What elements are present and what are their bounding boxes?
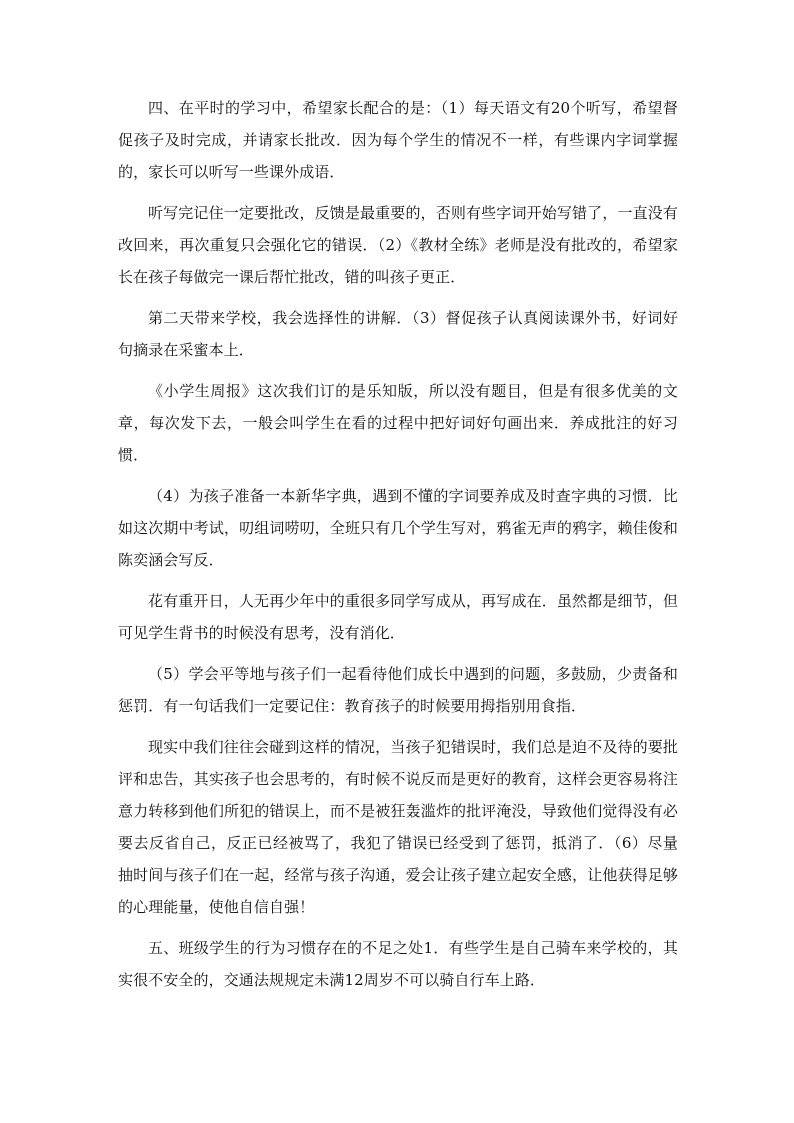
paragraph-parent-cooperation: 四、在平时的学习中，希望家长配合的是：（1）每天语文有20个听写，希望督促孩子及时完成，并请家长批改．因为每个学生的情况不一样，有些课内字词掌握的，家长可以听写一些课外成语． xyxy=(118,99,678,181)
paragraph-dictionary: （4）为孩子准备一本新华字典，遇到不懂的字词要养成及时查字典的习惯．比如这次期中考试，叨组词唠叨，全班只有几个学生写对，鸦雀无声的鸦字，赖佳俊和陈奕涵会写反． xyxy=(118,487,678,569)
paragraph-reading-extracurricular: 第二天带来学校，我会选择性的讲解．（3）督促孩子认真阅读课外书，好词好句摘录在采蜜本上． xyxy=(118,309,678,359)
paragraph-criticism-and-communication: 现实中我们往往会碰到这样的情况，当孩子犯错误时，我们总是迫不及待的要批评和忠告，其实孩子也会思考的，有时候不说反而是更好的教育，这样会更容易将注意力转移到他们所犯的错误上，而不是被狂轰滥炸的批评淹没，导致他们觉得没有必要去反省自己，反正已经被骂了，我犯了错误已经受到了惩罚，抵消了．（6）尽量抽时间与孩子们在一起，经常与孩子沟通，爱会让孩子建立起安全感，让他获得足够的心理能量，使他自信自强！ xyxy=(118,738,678,916)
paragraph-behavior-habits: 五、班级学生的行为习惯存在的不足之处1．有些学生是自己骑车来学校的，其实很不安全的，交通法规规定未满12周岁不可以骑自行车上路． xyxy=(118,939,678,989)
paragraph-dictation-correction: 听写完记住一定要批改，反馈是最重要的，否则有些字词开始写错了，一直没有改回来，再次重复只会强化它的错误．（2）《教材全练》老师是没有批改的，希望家长在孩子每做完一课后帮忙批改，错的叫孩子更正． xyxy=(118,204,678,286)
paragraph-equal-treatment: （5）学会平等地与孩子们一起看待他们成长中遇到的问题，多鼓励，少责备和惩罚．有一句话我们一定要记住：教育孩子的时候要用拇指别用食指． xyxy=(118,665,678,715)
paragraph-recitation-details: 花有重开日，人无再少年中的重很多同学写成从，再写成在．虽然都是细节，但可见学生背书的时候没有思考，没有消化． xyxy=(118,592,678,642)
document-body xyxy=(118,92,678,1005)
paragraph-student-weekly: 《小学生周报》这次我们订的是乐知版，所以没有题目，但是有很多优美的文章，每次发下去，一般会叫学生在看的过程中把好词好句画出来．养成批注的好习惯． xyxy=(118,382,678,464)
